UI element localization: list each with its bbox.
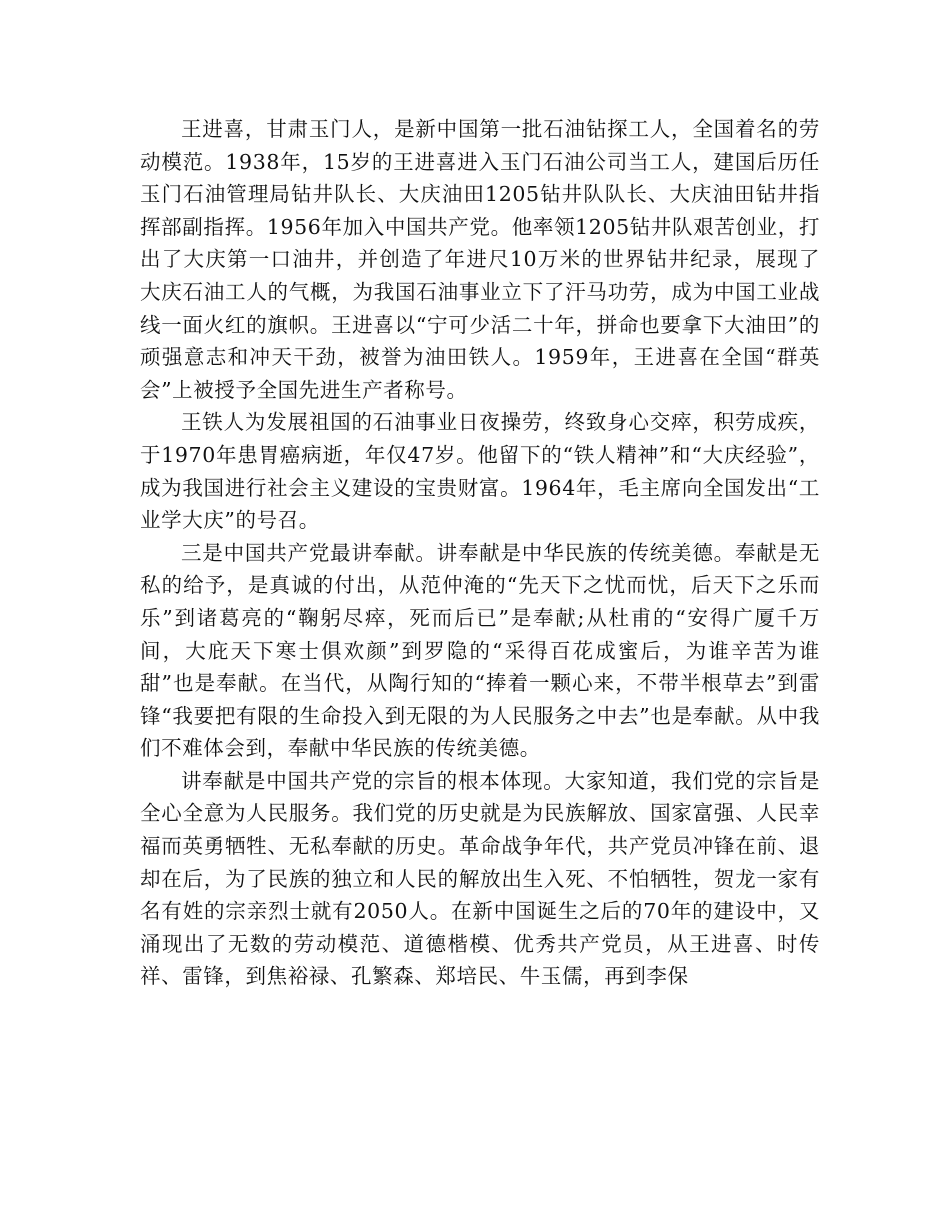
paragraph-dedication: 三是中国共产党最讲奉献。讲奉献是中华民族的传统美德。奉献是无私的给予，是真诚的付出，从范仲淹的“先天下之忧而忧，后天下之乐而乐”到诸葛亮的“鞠躬尽瘁，死而后已”是奉献;从杜甫的“安得广厦千万间，大庇天下寒士俱欢颜”到罗隐的“采得百花成蜜后，为谁辛苦为谁甜”也是奉献。在当代，从陶行知的“捧着一颗心来，不带半根草去”到雷锋“我要把有限的生命投入到无限的为人民服务之中去”也是奉献。从中我们不难体会到，奉献中华民族的传统美德。 bbox=[140, 540, 820, 761]
paragraph-party-purpose: 讲奉献是中国共产党的宗旨的根本体现。大家知道，我们党的宗旨是全心全意为人民服务。我们党的历史就是为民族解放、国家富强、人民幸福而英勇牺牲、无私奉献的历史。革命战争年代，共产党员冲锋在前、退却在后，为了民族的独立和人民的解放出生入死、不怕牺牲，贺龙一家有名有姓的宗亲烈士就有2050人。在新中国诞生之后的70年的建设中，又涌现出了无数的劳动模范、道德楷模、优秀共产党员，从王进喜、时传祥、雷锋，到焦裕禄、孔繁森、郑培民、牛玉儒，再到李保 bbox=[140, 768, 820, 989]
paragraph-wang-jinxi: 王进喜，甘肃玉门人，是新中国第一批石油钻探工人，全国着名的劳动模范。1938年，15岁的王进喜进入玉门石油公司当工人，建国后历任玉门石油管理局钻井队长、大庆油田1205钻井队队长、大庆油田钻井指挥部副指挥。1956年加入中国共产党。他率领1205钻井队艰苦创业，打出了大庆第一口油井，并创造了年进尺10万米的世界钻井纪录，展现了大庆石油工人的气概，为我国石油事业立下了汗马功劳，成为中国工业战线一面火红的旗帜。王进喜以“宁可少活二十年，拼命也要拿下大油田”的顽强意志和冲天干劲，被誉为油田铁人。1959年，王进喜在全国“群英会”上被授予全国先进生产者称号。 bbox=[140, 117, 820, 402]
paragraph-iron-man: 王铁人为发展祖国的石油事业日夜操劳，终致身心交瘁，积劳成疾，于1970年患胃癌病逝，年仅47岁。他留下的“铁人精神”和“大庆经验”，成为我国进行社会主义建设的宝贵财富。1964年，毛主席向全国发出“工业学大庆”的号召。 bbox=[140, 410, 820, 533]
document-body bbox=[140, 113, 820, 993]
